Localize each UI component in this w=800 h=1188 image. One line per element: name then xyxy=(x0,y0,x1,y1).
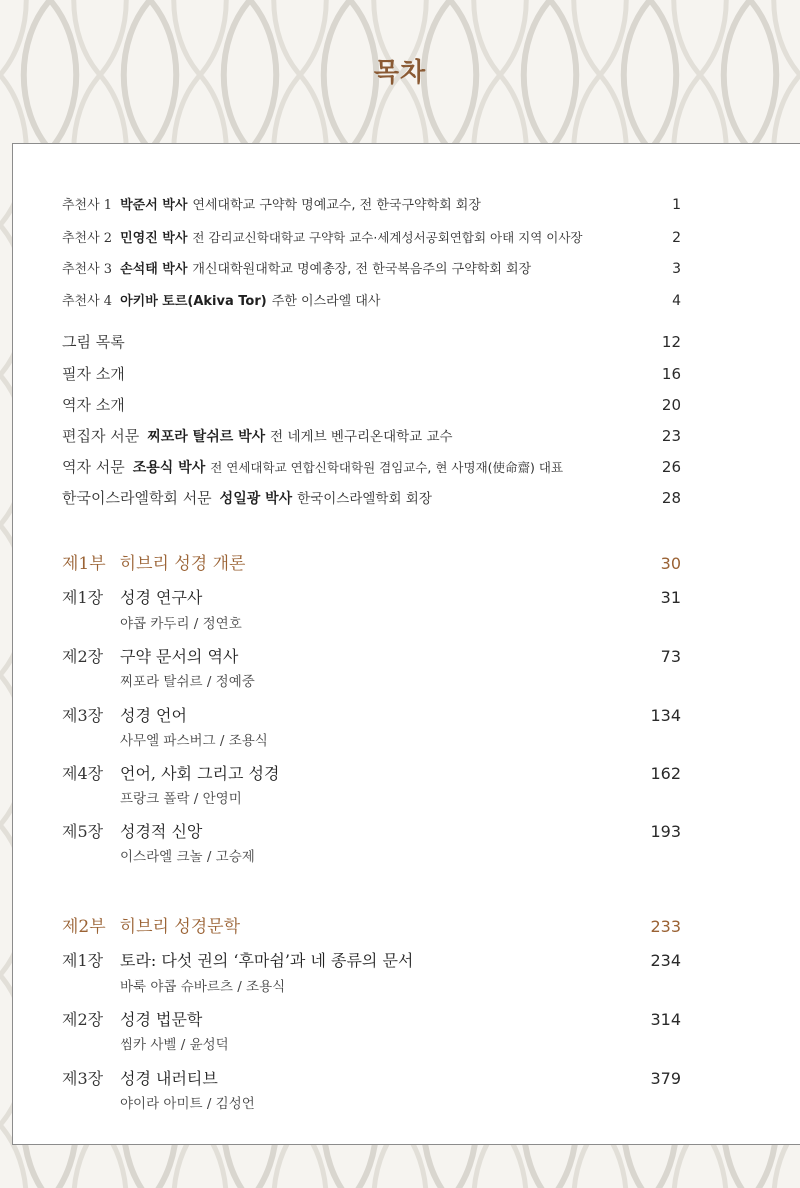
toc-entry-recommendation-3[interactable] xyxy=(62,258,681,277)
part-title: 히브리 성경문학 xyxy=(119,917,241,937)
page-number: 1 xyxy=(672,197,681,213)
toc-chapter[interactable] xyxy=(62,1007,681,1030)
toc-entry-recommendation-4[interactable] xyxy=(62,290,681,309)
toc-chapter[interactable] xyxy=(62,644,681,667)
entry-person: 박준서 박사 xyxy=(120,198,188,213)
entry-description: 전 연세대학교 연합신학대학원 겸임교수, 현 사명재(使命齋) 대표 xyxy=(210,460,564,475)
entry-label: 추천사 1 xyxy=(62,198,113,213)
entry-label: 추천사 4 xyxy=(62,294,113,309)
chapter-title: 성경 내러티브 xyxy=(120,1069,218,1088)
page-number: 379 xyxy=(650,1069,681,1088)
page-number: 23 xyxy=(661,427,681,445)
entry-person: 찌포라 탈쉬르 박사 xyxy=(147,429,266,445)
entry-person: 아키바 토르(Akiva Tor) xyxy=(120,294,267,309)
chapter-label: 제5장 xyxy=(62,822,104,841)
toc-chapter[interactable] xyxy=(62,1066,681,1089)
part-label: 제1부 xyxy=(62,554,106,574)
chapter-authors: 야이라 아미트 / 김성언 xyxy=(120,1096,255,1112)
toc-part-1[interactable] xyxy=(62,549,681,574)
entry-label: 필자 소개 xyxy=(62,365,125,383)
page-number: 4 xyxy=(672,293,681,309)
page-number: 12 xyxy=(661,333,681,351)
entry-label: 추천사 2 xyxy=(62,231,113,246)
entry-description: 개신대학원대학교 명예총장, 전 한국복음주의 구약학회 회장 xyxy=(192,262,532,277)
chapter-authors: 사무엘 파스버그 / 조용식 xyxy=(120,733,268,749)
entry-description: 전 네게브 벤구리온대학교 교수 xyxy=(270,429,453,445)
chapter-label: 제3장 xyxy=(62,706,104,725)
chapter-label: 제4장 xyxy=(62,764,104,783)
chapter-title: 성경 법문학 xyxy=(120,1010,203,1029)
entry-description: 주한 이스라엘 대사 xyxy=(271,294,381,309)
page-number: 193 xyxy=(650,822,681,841)
toc-entry-translator-intro[interactable] xyxy=(62,394,681,415)
entry-person: 성일광 박사 xyxy=(219,491,293,507)
entry-label: 한국이스라엘학회 서문 xyxy=(62,489,212,507)
entry-description: 한국이스라엘학회 회장 xyxy=(297,491,432,507)
chapter-authors: 야콥 카두리 / 정연호 xyxy=(120,616,242,632)
page-number: 134 xyxy=(650,706,681,725)
page-number: 233 xyxy=(650,917,681,936)
page-number: 28 xyxy=(661,489,681,507)
toc-part-2[interactable] xyxy=(62,912,681,937)
toc-entry-translator-preface[interactable] xyxy=(62,456,681,477)
entry-label: 편집자 서문 xyxy=(62,427,140,445)
entry-label: 역자 서문 xyxy=(62,458,125,476)
toc-chapter[interactable] xyxy=(62,585,681,608)
entry-label: 추천사 3 xyxy=(62,262,113,277)
chapter-title: 성경 언어 xyxy=(120,706,187,725)
entry-label: 그림 목록 xyxy=(62,333,125,351)
chapter-label: 제1장 xyxy=(62,588,104,607)
entry-description: 전 감리교신학대학교 구약학 교수·세계성서공회연합회 아태 지역 이사장 xyxy=(192,230,583,245)
page-number: 16 xyxy=(661,365,681,383)
toc-entry-editor-preface[interactable] xyxy=(62,425,681,446)
chapter-label: 제2장 xyxy=(62,647,104,666)
chapter-authors: 찌포라 탈쉬르 / 정예중 xyxy=(120,674,255,690)
toc-chapter[interactable] xyxy=(62,948,681,971)
toc-chapter[interactable] xyxy=(62,819,681,842)
part-title: 히브리 성경 개론 xyxy=(119,554,246,574)
entry-description: 연세대학교 구약학 명예교수, 전 한국구약학회 회장 xyxy=(192,198,481,213)
page-number: 314 xyxy=(650,1010,681,1029)
chapter-label: 제2장 xyxy=(62,1010,104,1029)
toc-entry-recommendation-2[interactable] xyxy=(62,227,681,246)
chapter-authors: 씸카 사벨 / 윤성덕 xyxy=(120,1037,229,1053)
page-number: 73 xyxy=(660,647,681,666)
toc-chapter[interactable] xyxy=(62,761,681,784)
toc-entry-author-intro[interactable] xyxy=(62,363,681,384)
page-number: 2 xyxy=(672,230,681,246)
part-label: 제2부 xyxy=(62,917,106,937)
chapter-title: 구약 문서의 역사 xyxy=(120,647,239,666)
entry-person: 민영진 박사 xyxy=(120,231,188,246)
page-number: 234 xyxy=(650,951,681,970)
page-number: 30 xyxy=(660,554,681,573)
toc-entry-recommendation-1[interactable] xyxy=(62,194,681,213)
chapter-label: 제3장 xyxy=(62,1069,104,1088)
chapter-authors: 바룩 야콥 슈바르츠 / 조용식 xyxy=(120,979,286,995)
entry-person: 조용식 박사 xyxy=(132,460,206,476)
page-number: 162 xyxy=(650,764,681,783)
chapter-authors: 프랑크 폴락 / 안영미 xyxy=(120,791,242,807)
chapter-label: 제1장 xyxy=(62,951,104,970)
page-title: 목차 xyxy=(373,58,427,88)
page-number: 3 xyxy=(672,261,681,277)
chapter-title: 성경적 신앙 xyxy=(120,822,203,841)
page-number: 26 xyxy=(661,458,681,476)
toc-entry-figure-list[interactable] xyxy=(62,331,681,352)
page-number: 31 xyxy=(660,588,681,607)
chapter-title: 토라: 다섯 권의 ‘후마쉼’과 네 종류의 문서 xyxy=(120,951,414,970)
entry-label: 역자 소개 xyxy=(62,396,125,414)
page-number: 20 xyxy=(661,396,681,414)
toc-chapter[interactable] xyxy=(62,703,681,726)
chapter-title: 성경 연구사 xyxy=(120,588,203,607)
toc-entry-society-preface[interactable] xyxy=(62,487,681,508)
chapter-authors: 이스라엘 크놀 / 고승제 xyxy=(120,849,255,865)
entry-person: 손석태 박사 xyxy=(120,262,188,277)
chapter-title: 언어, 사회 그리고 성경 xyxy=(120,764,280,783)
